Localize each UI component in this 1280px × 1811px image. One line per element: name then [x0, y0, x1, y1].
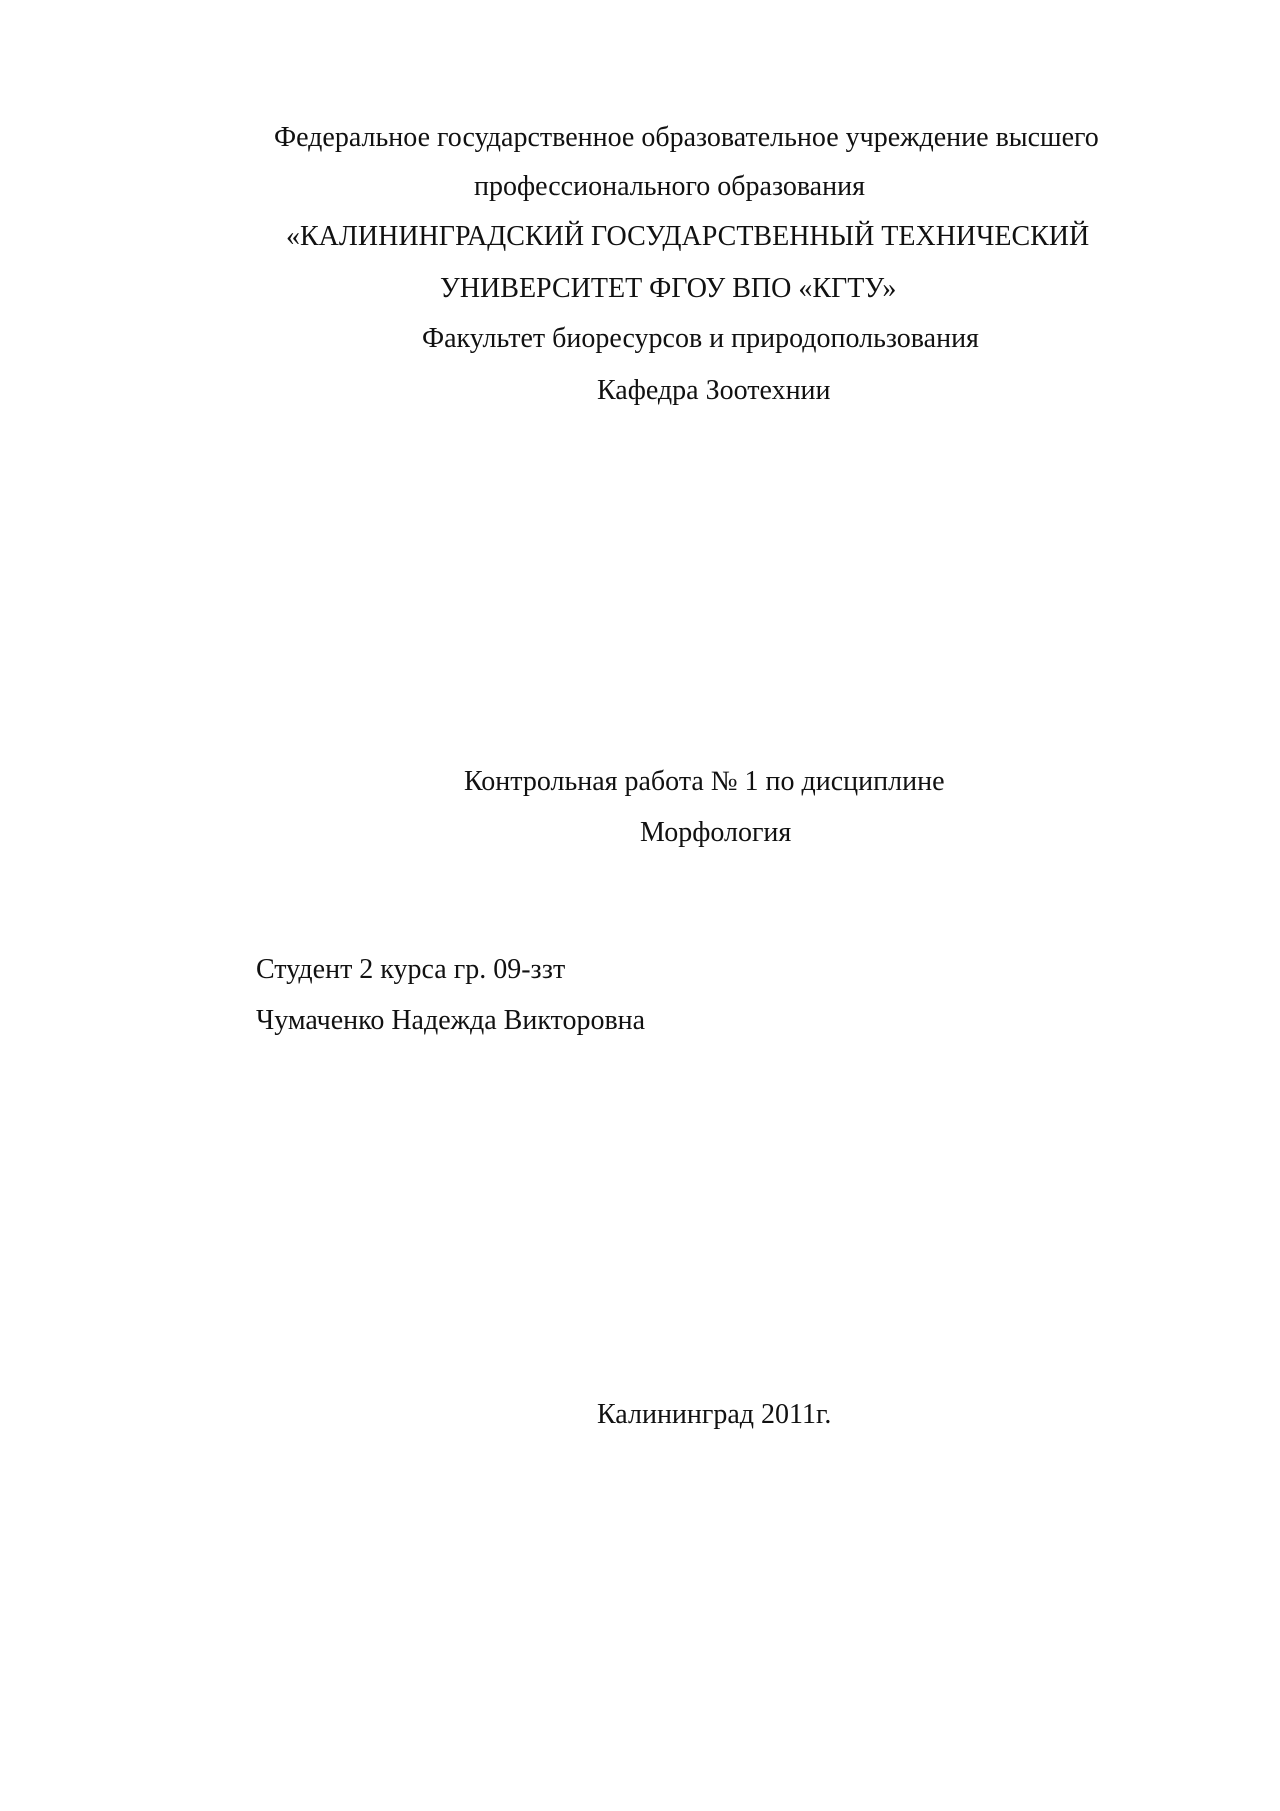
work-subject: Морфология: [640, 817, 792, 848]
work-title: Контрольная работа № 1 по дисциплине: [464, 766, 945, 797]
university-name-line-1: «КАЛИНИНГРАДСКИЙ ГОСУДАРСТВЕННЫЙ ТЕХНИЧЕСКИЙ: [286, 221, 1090, 252]
department-name: Кафедра Зоотехнии: [597, 375, 831, 406]
institution-type-line: Федеральное государственное образовательное учреждение высшего: [274, 122, 1099, 153]
institution-type-line-2: профессионального образования: [474, 171, 865, 202]
university-name-line-2: УНИВЕРСИТЕТ ФГОУ ВПО «КГТУ»: [440, 273, 897, 304]
student-group: Студент 2 курса гр. 09-ззт: [256, 954, 566, 985]
city-year: Калининград 2011г.: [597, 1399, 832, 1430]
faculty-name: Факультет биоресурсов и природопользования: [422, 323, 979, 354]
student-name: Чумаченко Надежда Викторовна: [256, 1005, 646, 1036]
